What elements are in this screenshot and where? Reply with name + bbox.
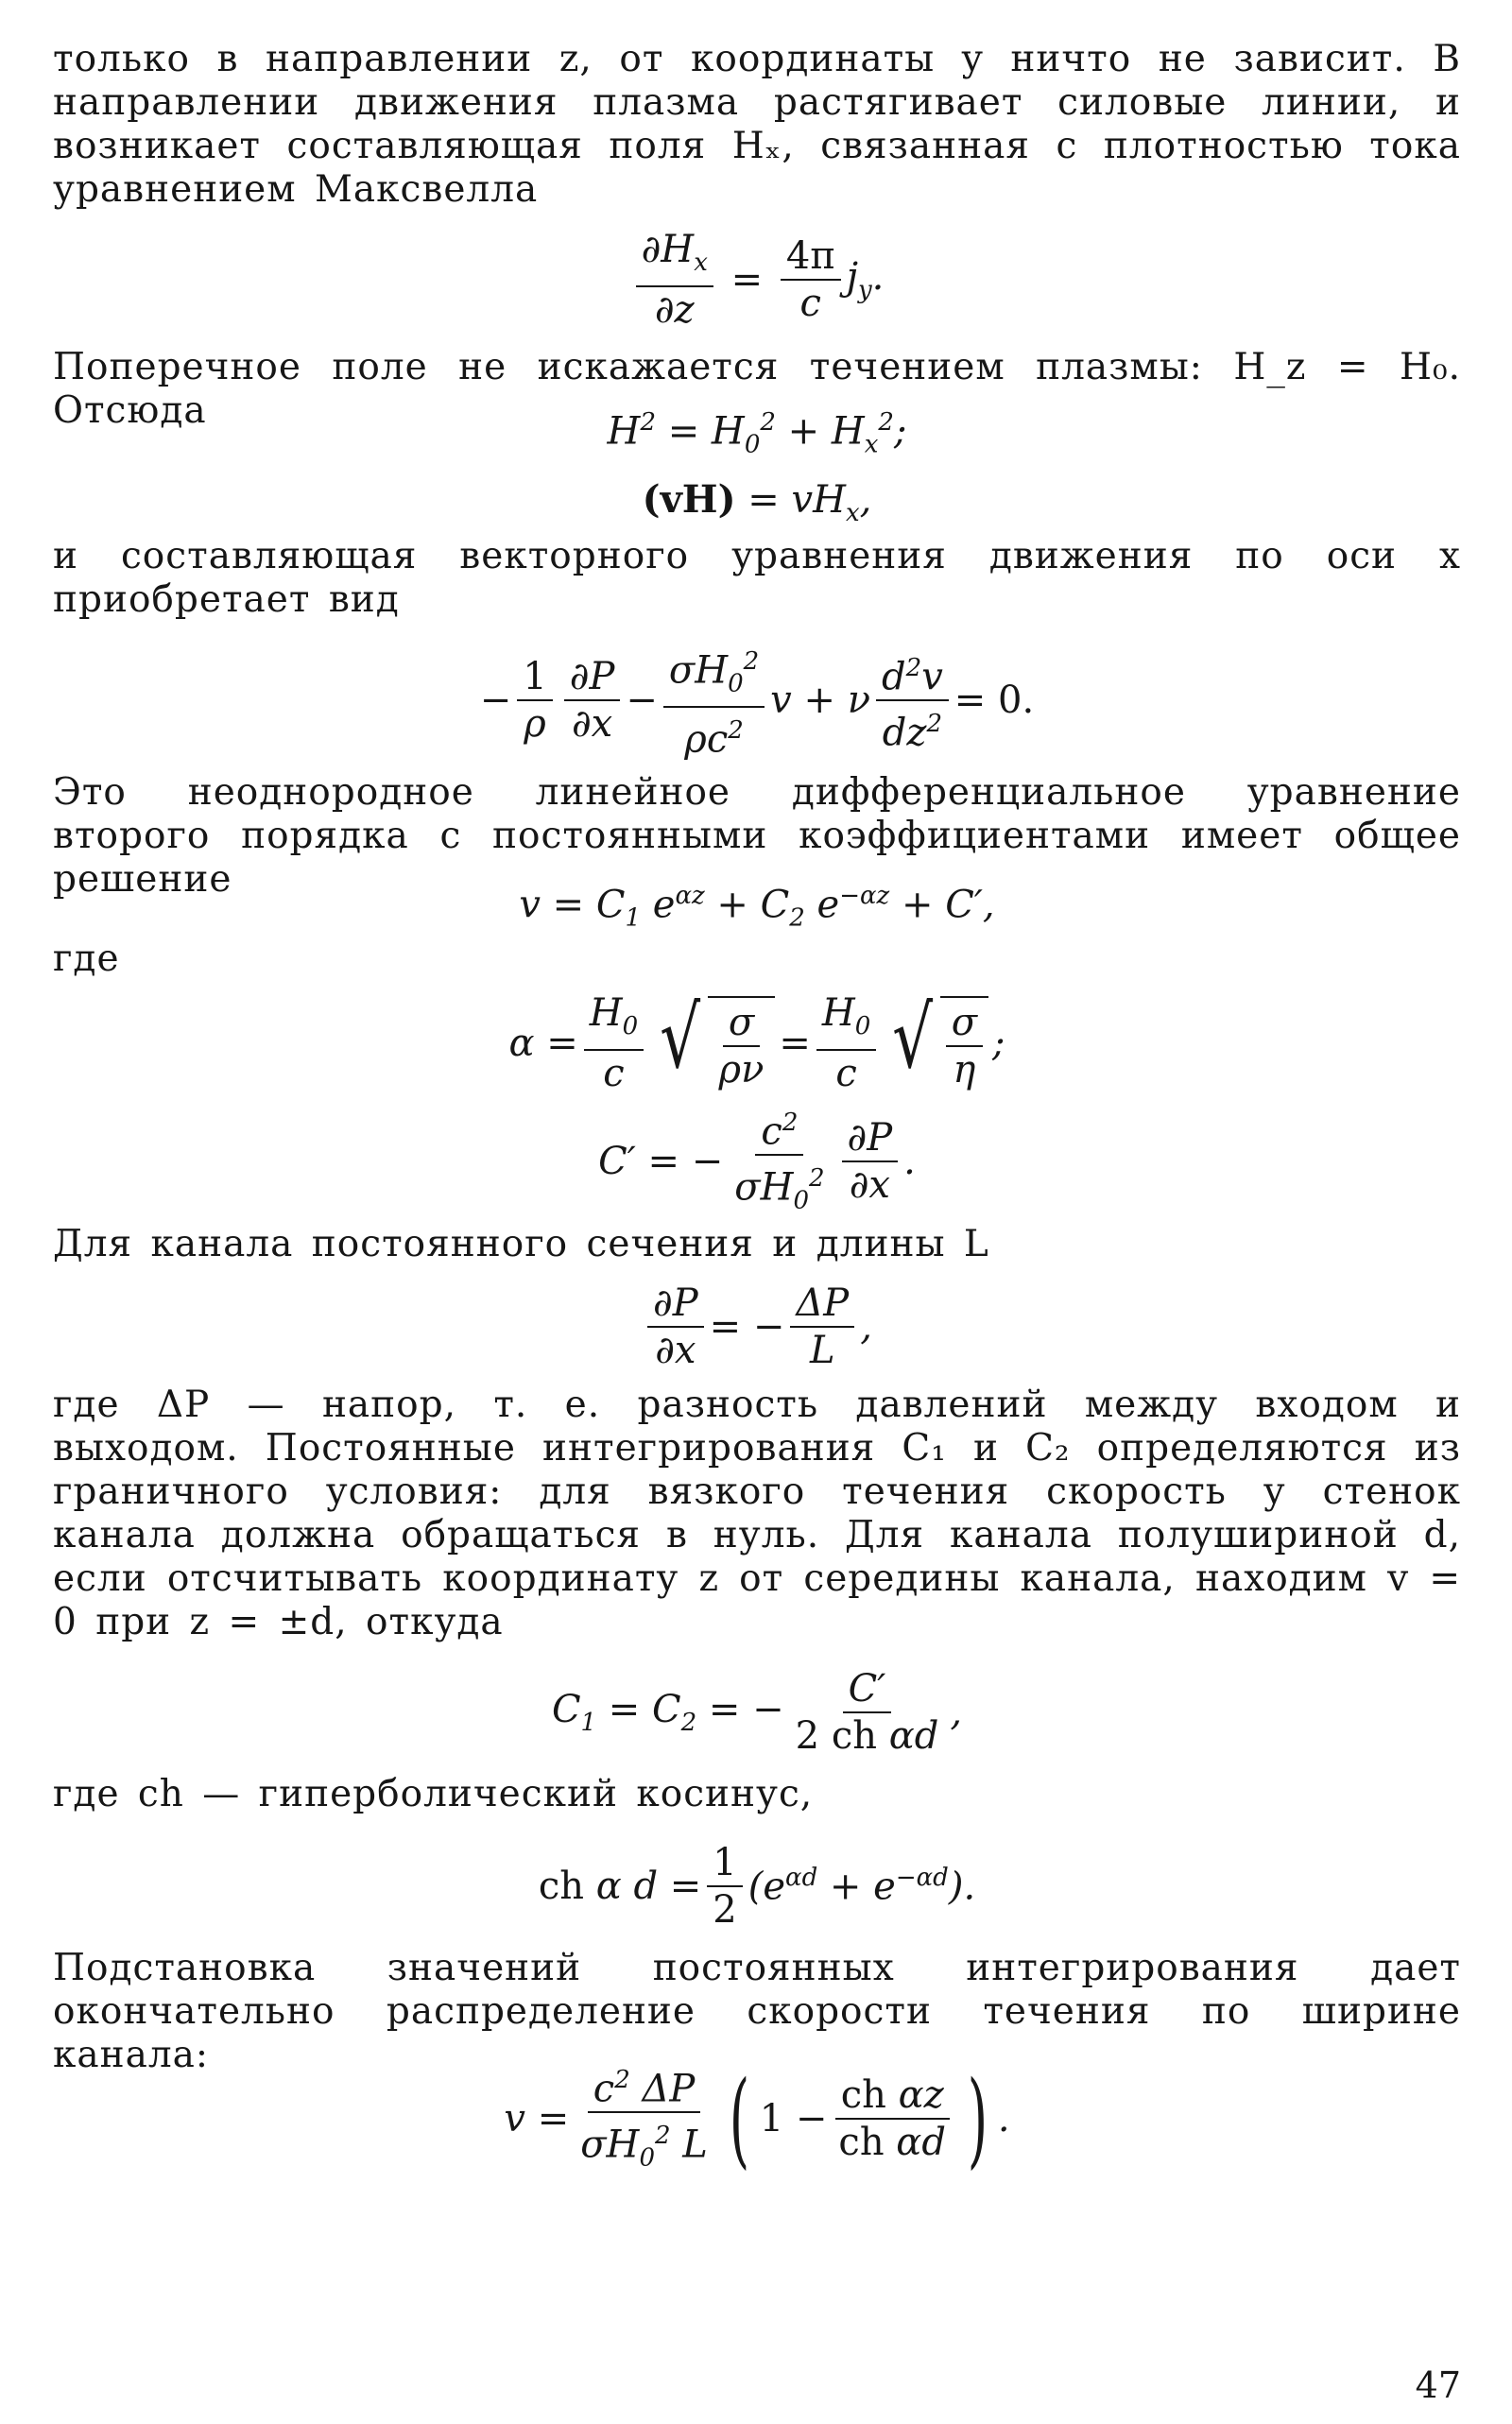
equation-cosh: ch α d = $\frac{1}{2}$ $(e^{\alpha d} + e^{-\alpha d})$. bbox=[538, 1841, 976, 1932]
paragraph-8: где ch — гиперболический косинус, bbox=[53, 1773, 814, 1815]
page-number: 47 bbox=[1415, 2364, 1461, 2406]
paragraph-9: Подстановка значений постоянных интегрирования дает окончательно распределение скорости течения по ширине канала: bbox=[53, 1947, 1461, 2076]
paragraph-4: Это неоднородное линейное дифференциальное уравнение второго порядка с постоянными коэффициентами имеет общее решение bbox=[53, 771, 1461, 901]
paragraph-7: где ΔP — напор, т. е. разность давлений между входом и выходом. Постоянные интегрирования C₁ и C₂ определяются из граничного условия: для вязкого течения скорость у стенок канала должна обращаться в нуль. Для канала полушириной d, если отсчитывать координату z от середины канала, находим v = 0 при z = ±d, откуда bbox=[53, 1384, 1461, 1643]
equation-constants: $C_1 = C_2$ = − $\frac{C'}{\text{2 ch αd}}$ , bbox=[551, 1667, 963, 1758]
paragraph-1: только в направлении z, от координаты y ничто не зависит. В направлении движения плазма растягивает силовые линии, и возникает составляющая поля Hₓ, связанная с плотностью тока уравнением Максвелла bbox=[53, 38, 1461, 211]
equation-general-solution: $v = C_1$ $e^{\alpha z} + C_2$ $e^{-\alpha z} + C'$, bbox=[519, 882, 995, 933]
equation-alpha: α = $\frac{H_0}{c}$ √ $\frac{\sigma}{\rho\nu}$ = $\frac{H_0}{c}$ √ $\frac{\sigma}{\eta}$ ; bbox=[508, 989, 1005, 1095]
page-body bbox=[53, 38, 1461, 2185]
equation-pressure-gradient: $\frac{\partial P}{\partial x}$ = − $\frac{\Delta P}{L}$ , bbox=[53, 1270, 1461, 1384]
equation-h-squared: $H^2 = H_0^2 + H_x^2$; bbox=[607, 408, 907, 459]
paragraph-5: где bbox=[53, 937, 120, 980]
equation-vh: $(vH) = vH_x$, bbox=[642, 476, 872, 527]
paragraph-6: Для канала постоянного сечения и длины L bbox=[53, 1223, 989, 1265]
equation-velocity-profile: v = $\frac{c^2 \Delta P}{\sigma H_0^2 L}$ ( 1 − $\frac{\text{ch αz}}{\text{ch αd}}$ ) . bbox=[504, 2058, 1010, 2179]
equation-c-prime: C′ = − $\frac{c^2}{\sigma H_0^2}$ $\frac{\partial P}{\partial x}$ . bbox=[53, 1100, 1461, 1223]
equation-motion: − $\frac{1}{\rho}$ $\frac{\partial P}{\partial x}$ − $\frac{\sigma H_0^2}{\rho c^2}$ v + ν $\frac{d^2v}{dz^2}$ = 0. bbox=[53, 629, 1461, 771]
paragraph-3: и составляющая векторного уравнения движения по оси x приобретает вид bbox=[53, 535, 1461, 621]
equation-maxwell: $\frac{\partial H_x}{\partial z}$ = $\frac{4\pi}{c}$ $j_y$. bbox=[53, 214, 1461, 346]
paragraph-2: Поперечное поле не искажается течением плазмы: H_z = H₀. Отсюда bbox=[53, 346, 1461, 432]
